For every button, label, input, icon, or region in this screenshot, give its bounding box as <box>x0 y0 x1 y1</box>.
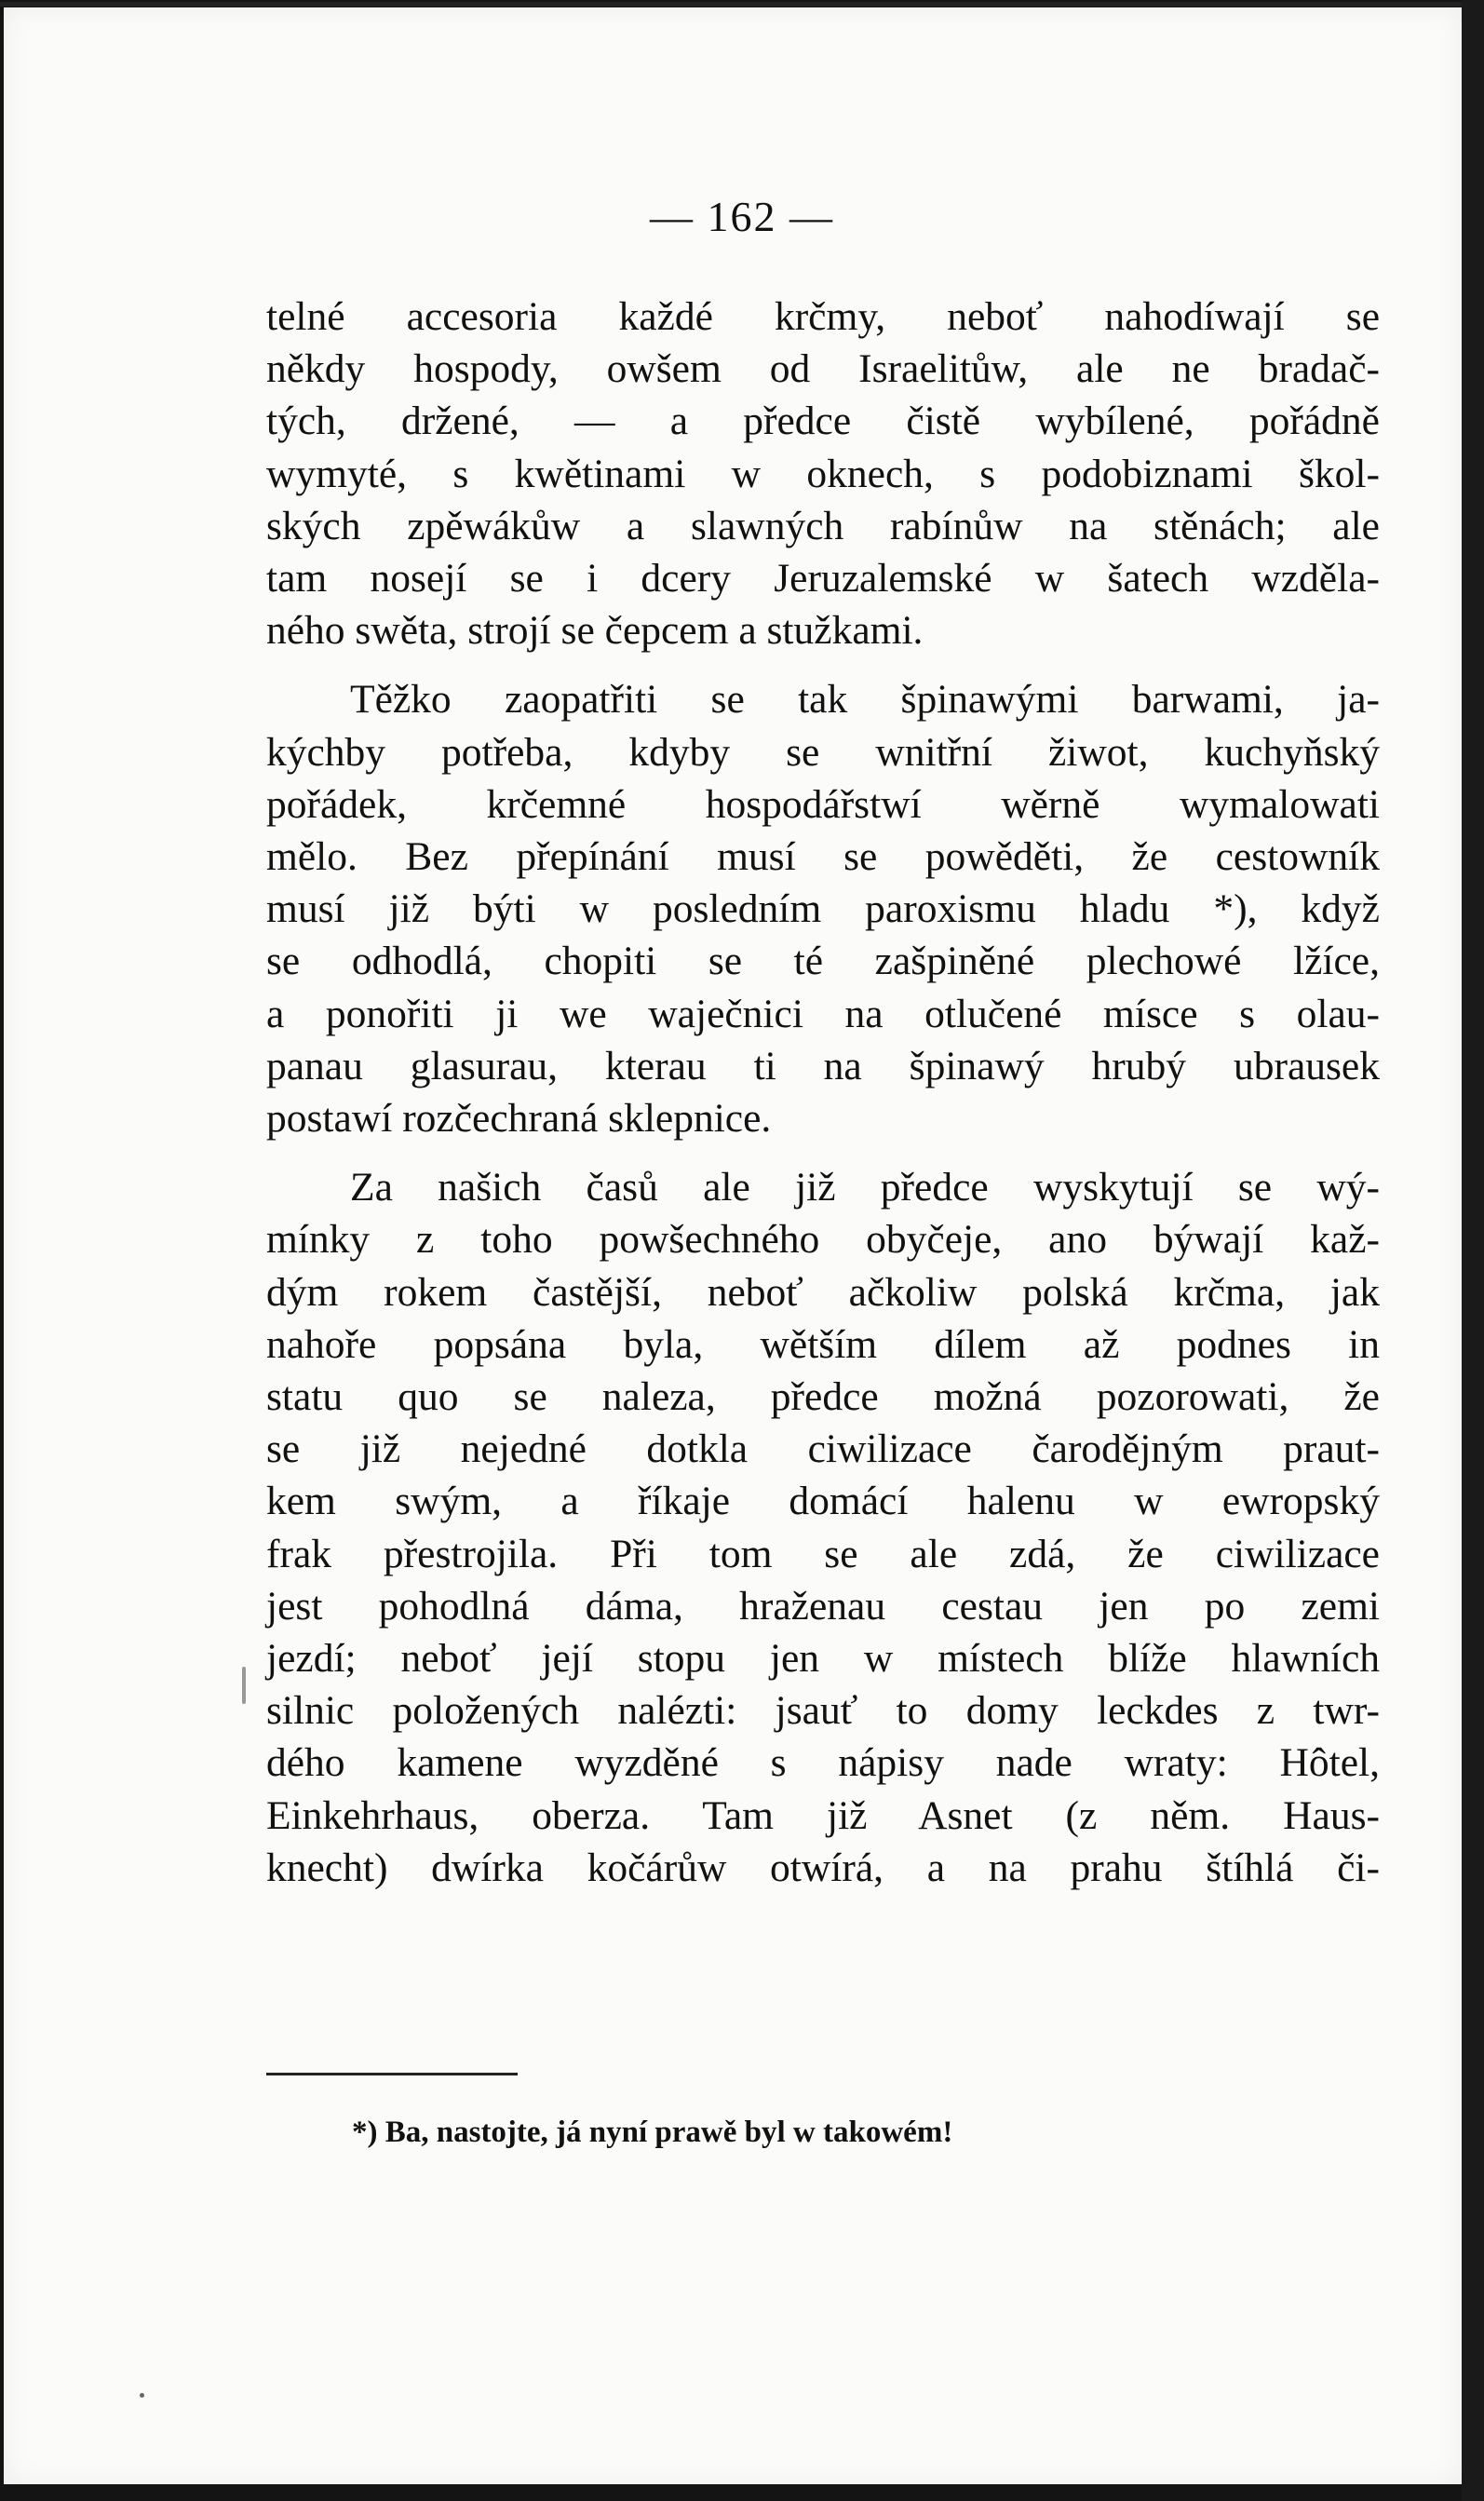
text-line: pořádek, krčemné hospodářstwí wěrně wymalowati <box>266 781 1380 827</box>
text-line: se již nejedné dotkla ciwilizace čarodějným praut- <box>266 1426 1380 1472</box>
text-line: frak přestrojila. Při tom se ale zdá, že ciwilizace <box>266 1531 1380 1576</box>
text-line: silnic položených nalézti: jsauť to domy leckdes z twr- <box>266 1688 1380 1734</box>
text-line: kem swým, a říkaje domácí halenu w ewropský <box>266 1479 1380 1524</box>
text-line: Těžko zaopatřiti se tak špinawými barwami, ja- <box>350 677 1380 723</box>
footnote: *) Ba, nastojte, já nyní prawě byl w takowém! <box>352 2116 953 2149</box>
page-binding-edge <box>1462 0 1484 2501</box>
text-line: ských zpěwákůw a slawných rabínůw na stěnách; ale <box>266 503 1380 548</box>
text-line: jezdí; neboť její stopu jen w místech blíže hlawních <box>266 1636 1380 1682</box>
page-top-edge <box>0 2 1484 7</box>
text-line: dého kamene wyzděné s nápisy nade wraty: Hôtel, <box>266 1740 1380 1786</box>
text-line: kýchby potřeba, kdyby se wnitřní žiwot, kuchyňský <box>266 729 1380 775</box>
text-line: dým rokem častější, neboť ačkoliw polská krčma, jak <box>266 1269 1380 1315</box>
text-line: knecht) dwírka kočárůw otwírá, a na prahu štíhlá či- <box>266 1845 1380 1890</box>
text-line: někdy hospody, owšem od Israelitůw, ale ne bradač- <box>266 346 1380 392</box>
text-line: tam nosejí se i dcery Jeruzalemské w šatech wzděla- <box>266 556 1380 602</box>
text-line: nahoře popsána byla, wětším dílem až podnes in <box>266 1321 1380 1367</box>
paper-speck <box>140 2393 144 2398</box>
text-line: mělo. Bez přepínání musí se powěděti, že cestowník <box>266 834 1380 880</box>
text-line: Einkehrhaus, oberza. Tam již Asnet (z něm. Haus- <box>266 1792 1380 1838</box>
paper-speck <box>242 1667 246 1704</box>
footnote-rule <box>266 2073 518 2075</box>
text-line: wymyté, s kwětinami w oknech, s podobiznami škol- <box>266 451 1380 496</box>
page-number: — 162 — <box>650 193 834 240</box>
text-line: postawí rozčechraná sklepnice. <box>266 1096 772 1142</box>
text-line: panau glasurau, kterau ti na špinawý hrubý ubrausek <box>266 1043 1380 1088</box>
text-line: se odhodlá, chopiti se té zašpiněné plechowé lžíce, <box>266 939 1380 984</box>
text-line: musí již býti w posledním paroxismu hladu *), když <box>266 886 1380 932</box>
body-text <box>266 291 1380 1894</box>
text-line: a ponořiti ji we waječnici na otlučené mísce s olau- <box>266 991 1380 1036</box>
text-line: tých, držené, — a předce čistě wybílené, pořádně <box>266 399 1380 444</box>
text-line: mínky z toho powšechného obyčeje, ano býwají kaž- <box>266 1217 1380 1263</box>
text-line: telné accesoria každé krčmy, neboť nahodíwají se <box>266 294 1380 339</box>
text-line: statu quo se naleza, předce možná pozorowati, že <box>266 1374 1380 1420</box>
text-line: ného swěta, strojí se čepcem a stužkami. <box>266 608 924 654</box>
text-line: Za našich časů ale již předce wyskytují se wý- <box>350 1165 1380 1210</box>
text-line: jest pohodlná dáma, hraženau cestau jen po zemi <box>266 1583 1380 1629</box>
